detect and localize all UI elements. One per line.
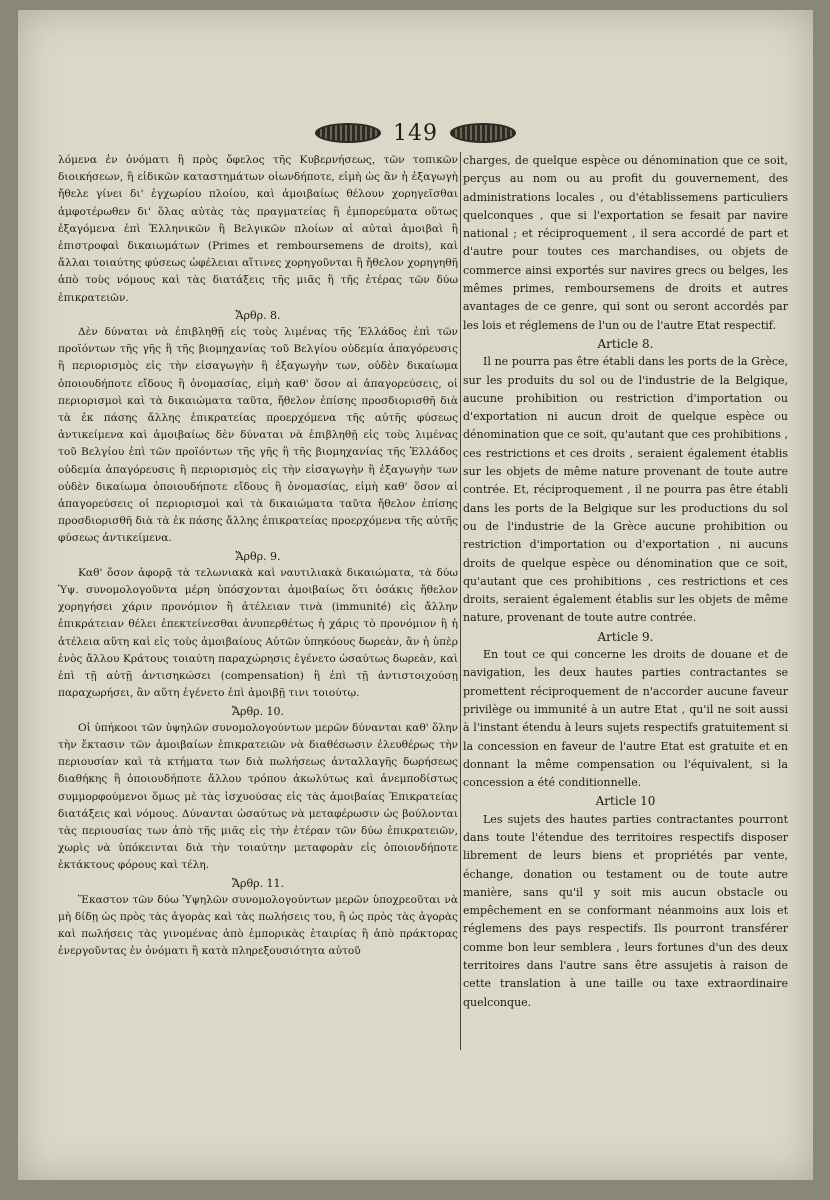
- column-divider: [460, 152, 461, 1050]
- greek-article-heading: Ἄρθρ. 9.: [235, 549, 281, 563]
- french-paragraph: En tout ce qui concerne les droits de douane et de navigation, les deux hautes parties contractantes se promettent réciproquement de n'accorder aucune faveur privilège ou immunité à un autre Etat , qu'il ne soit aussi à l'instant étendu à leurs sujets respectifs gratuitement si la concession en faveur de l'autre Etat est gratuite et en donnant la même compensation ou l'équivalent, si la concession a été conditionnelle.: [463, 648, 788, 790]
- french-paragraph: charges, de quelque espèce ou dénomination que ce soit, perçus au nom ou au profit du gouvernement, des administrations locales , ou d'établissemens particuliers quelconques , que si l'exportation se fesait par navire national ; et réciproquement , il sera accordé de part et d'autre pour toutes ces marchandises, ou objets de commerce ainsi exportés sur navires grecs ou belges, les mêmes primes, remboursemens de droits et autres avantages de ce genre, qui sont ou seront accordés par les lois et réglemens de l'un ou de l'autre Etat respectif.: [463, 154, 788, 332]
- greek-paragraph: Δὲν δύναται νὰ ἐπιβληθῇ εἰς τοὺς λιμένας τῆς Ἑλλάδος ἐπὶ τῶν προϊόντων τῆς γῆς ἢ τῆς βιομηχανίας τοῦ Βελγίου οὐδεμία ἀπαγόρευσις ἢ περιορισμὸς εἰς τὴν εἰσαγωγὴν ἢ ἐξαγωγὴν των, οὐδὲν δικαίωμα ὁποιουδήποτε εἴδους ἢ ὀνομασίας, εἰμὴ καθ' ὅσον αἱ ἀπαγορεύσεις, οἱ περιορισμοὶ καὶ τὰ δικαιώματα ταῦτα, ἤθελον ἐπίσης προσδιορισθῆ διὰ τὰ ἐκ πάσης ἄλλης ἐπικρατείας προερχόμενα τῆς αὐτῆς φύσεως ἀντικείμενα καὶ ἀμοιβαίως δὲν δύναται νὰ ἐπιβληθῇ εἰς τοὺς λιμένας τοῦ Βελγίου ἐπὶ τῶν προϊόντων τῆς γῆς ἢ τῆς βιομηχανίας τῆς Ἑλλάδος οὐδεμία ἀπαγόρευσις ἢ περιορισμὸς εἰς τὴν εἰσαγωγὴν ἢ ἐξαγωγὴν των οὐδὲν δικαίωμα ὁποιουδήποτε εἴδους ἢ ὀνομασίας, εἰμὴ καθ' ὅσον αἱ ἀπαγορεύσεις οἱ περιορισμοὶ καὶ τὰ δικαιώματα ταῦτα ἤθελον ἐπίσης προσδιορισθῆ διὰ τὰ ἐκ πάσης ἄλλης ἐπικρατείας προερχόμενα τῆς αὐτῆς φύσεως ἀντικείμενα.: [58, 326, 458, 545]
- greek-paragraph: Καθ' ὅσον ἀφορᾷ τὰ τελωνιακὰ καὶ ναυτιλιακὰ δικαιώματα, τὰ δύω Ὑψ. συνομολογοῦντα μέρη ὑπόσχονται ἀμοιβαίως ὅτι ὁσάκις ἤθελον χορηγήσει χάριν προνόμιον ἢ ἀτέλειαν τινὰ (immunité) εἰς ἄλλην ἐπικράτειαν θέλει ἐπεκτείνεσθαι ἀνυπερθέτως ἡ χάρις τὸ προνόμιον ἢ ἡ ἀτέλεια αὕτη καὶ εἰς τοὺς ἀμοιβαίους Αὐτῶν ὑπηκόους δωρεὰν, ἂν ἡ ὑπὲρ ἑνὸς ἄλλου Κράτους τοιαύτη παραχώρησις ἐγένετο ὡσαύτως δωρεὰν, καὶ ἐπὶ τῇ αὐτῇ ἀντισηκώσει (compensation) ἢ ἐπὶ τῇ ἀντιστοιχούσῃ παραχωρήσει, ἂν αὕτη ἐγένετο ἐπὶ ἀμοιβῇ τινι τοιούτῳ.: [58, 566, 458, 700]
- french-article-heading: Article 8.: [597, 336, 654, 351]
- french-paragraph: Les sujets des hautes parties contractantes pourront dans toute l'étendue des territoires respectifs disposer librement de leurs biens et propriétés par vente, échange, donation ou testament ou de toute autre manière, sans qu'il y soit mis aucun obstacle ou empêchement en se conformant néanmoins aux lois et réglemens des pays respectifs. Ils pourront transférer comme bon leur semblera , leurs fortunes d'un des deux territoires dans l'autre sans être assujetis à raison de cette translation à une taille ou taxe extraordinaire quelconque.: [463, 812, 788, 1009]
- french-column: [463, 152, 788, 1012]
- greek-paragraph: Οἱ ὑπήκοοι τῶν ὑψηλῶν συνομολογούντων μερῶν δύνανται καθ' ὅλην τὴν ἔκτασιν τῶν ἀμοιβαίων ἐπικρατειῶν νὰ διαθέσωσιν ἐλευθέρως τὴν περιουσίαν καὶ τὰ κτήματα των διὰ πωλήσεως ἀνταλλαγῆς δωρήσεως διαθήκης ἢ ὁποιουδήποτε ἄλλου τρόπου ἀκωλύτως καὶ ἀνεμποδίστως συμμορφούμενοι ὅμως μὲ τὰς ἰσχυούσας εἰς τὰς ἀμοιβαίας Ἐπικρατείας διατάξεις καὶ νόμους. Δύνανται ὡσαύτως νὰ μεταφέρωσιν ὡς βούλονται τὰς περιουσίας των ἀπὸ τῆς μιᾶς εἰς τὴν ἑτέραν τῶν δύω ἐπικρατειῶν, χωρὶς νὰ ὑπόκεινται διὰ τὴν τοιαύτην μεταφορὰν εἰς ὁποιονδήποτε ἐκτάκτους φόρους καὶ τέλη.: [58, 721, 458, 872]
- french-article-heading: Article 9.: [597, 629, 654, 644]
- left-ornament-icon: [315, 123, 381, 143]
- document-page: [18, 10, 813, 1180]
- french-paragraph: Il ne pourra pas être établi dans les ports de la Grèce, sur les produits du sol ou de l'industrie de la Belgique, aucune prohibition ou restriction d'importation ou d'exportation ni aucun droit de quelque espèce ou dénomination que ce soit, qu'autant que ces prohibitions , ces restrictions et ces droits , seraient également établis sur les objets de même nature provenant de toute autre contrée. Et, réciproquement , il ne pourra pas être établi dans les ports de la Belgique sur les productions du sol ou de l'industrie de la Grèce aucune prohibition ou restriction d'importation ou d'exportation , ni aucuns droits de quelque espèce ou dénomination que ce soit, qu'autant que ces prohibitions , ces restrictions et ces droits, seraient également établis sur les objets de même nature, provenant de toute autre contrée.: [463, 355, 788, 625]
- greek-column: [58, 152, 458, 961]
- greek-article-heading: Ἄρθρ. 11.: [231, 876, 285, 890]
- page-header: [18, 118, 813, 148]
- greek-paragraph: λόμενα ἐν ὀνόματι ἢ πρὸς ὄφελος τῆς Κυβερνήσεως, τῶν τοπικῶν διοικήσεων, ἢ εἰδικῶν καταστημάτων οἱωνδήποτε, εἰμὴ ὡς ἂν ἡ ἐξαγωγὴ ἤθελε γίνει δι' ἐγχωρίου πλοίου, καὶ ἀμοιβαίως θέλουν χορηγεῖσθαι ἀμφοτέρωθεν δι' ὅλας αὐτὰς τὰς πραγματείας ἢ ἐμπορεύματα οὕτως ἐξαγόμενα ἐπὶ Ἑλληνικῶν ἢ Βελγικῶν πλοίων αἱ αὐταὶ ἀμοιβαὶ ἢ ἐπιστροφαὶ δικαιωμάτων (Primes et remboursemens de droits), καὶ ἄλλαι τοιαύτης φύσεως ὠφέλειαι αἵτινες χορηγοῦνται ἢ ἤθελον χορηγηθῆ ἀπὸ τοὺς νόμους καὶ τὰς διατάξεις τῆς μιᾶς ἢ τῆς ἑτέρας τῶν δύω ἐπικρατειῶν.: [58, 154, 458, 304]
- right-ornament-icon: [450, 123, 516, 143]
- greek-article-heading: Ἄρθρ. 8.: [235, 308, 281, 322]
- greek-article-heading: Ἄρθρ. 10.: [231, 704, 285, 718]
- greek-paragraph: Ἕκαστον τῶν δύω Ὑψηλῶν συνομολογούντων μερῶν ὑποχρεοῦται νὰ μὴ δίδῃ ὡς πρὸς τὰς ἀγορὰς καὶ τὰς πωλήσεις του, ἢ ὡς πρὸς τὰς ἀγορὰς καὶ πωλήσεις τὰς γινομένας ἀπὸ ἐμπορικὰς ἑταιρίας ἢ ἀπὸ πράκτορας ἐνεργοῦντας ἐν ὀνόματι ἢ κατὰ πληρεξουσιότητα αὐτοῦ: [58, 893, 458, 958]
- page-number: 149: [393, 120, 438, 146]
- french-article-heading: Article 10: [595, 794, 656, 809]
